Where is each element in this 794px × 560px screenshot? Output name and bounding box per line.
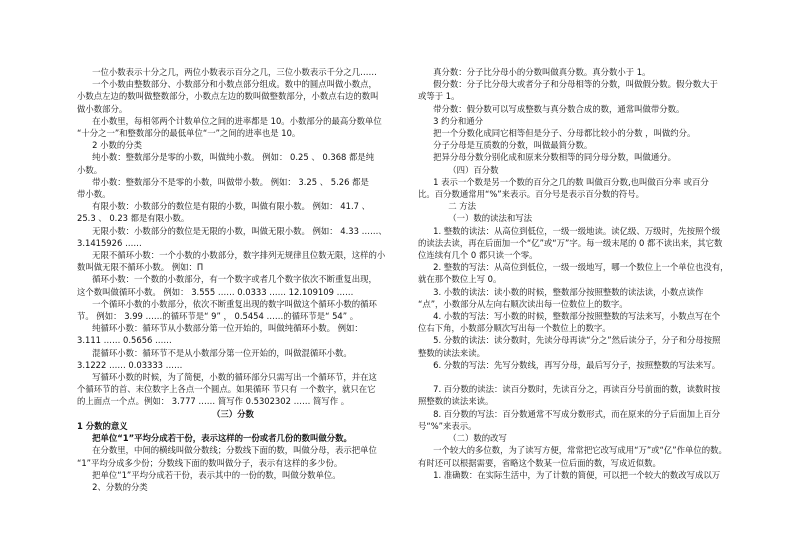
left-column-line: （三）分数 bbox=[212, 408, 254, 419]
right-column-line: 1. 准确数：在实际生活中，为了计数的简便，可以把一个较大的数改写成以万 bbox=[433, 469, 721, 480]
left-text-column bbox=[77, 66, 389, 493]
right-column-line: 分子分母是互质数的分数，叫做最简分数。 bbox=[433, 140, 593, 151]
left-column-line: 小数点左边的数叫做整数部分，小数点左边的数叫做整数部分，小数点右边的数叫 bbox=[77, 91, 379, 102]
right-column-line: 1. 整数的读法：从高位到低位，一级一级地读。读亿级、万级时，先按照个级 bbox=[433, 225, 721, 236]
right-column-line: 比。百分数通常用“%”来表示。百分号是表示百分数的符号。 bbox=[418, 189, 645, 200]
right-column-line: 1 表示一个数是另一个数的百分之几的数 叫做百分数,也叫做百分率 或百分 bbox=[433, 176, 709, 187]
right-column-line: 假分数：分子比分母大或者分子和分母相等的分数，叫做假分数。假分数大于 bbox=[433, 79, 718, 90]
left-column-line: 纯循环小数：循环节从小数部分第一位开始的，叫做纯循环小数。 例如： bbox=[92, 323, 363, 334]
right-column-line: 二 方法 bbox=[448, 201, 477, 212]
left-column-line: “1”平均分成多少份；分数线下面的数叫做分子，表示有这样的多少份。 bbox=[77, 457, 343, 468]
left-column-line: 纯小数：整数部分是零的小数，叫做纯小数。 例如： 0.25 、 0.368 都是纯 bbox=[92, 152, 375, 163]
left-column-line: 3.111 …… 0.5656 …… bbox=[77, 335, 172, 346]
left-column-line: 个循环节的首、末位数字上各点一个圆点。如果循环 节只有 一个数字，就只在它 bbox=[77, 384, 376, 395]
left-column-line: 3.1415926 …… bbox=[77, 237, 142, 248]
right-column-line: （一）数的读法和写法 bbox=[448, 213, 532, 224]
left-column-line: 无限不循环小数：一个小数的小数部分，数字排列无规律且位数无限，这样的小 bbox=[92, 250, 386, 261]
right-column-line: 把一个分数化成同它相等但是分子、分母都比较小的分数 ，叫做约分。 bbox=[433, 128, 696, 139]
right-column-line: 3 约分和通分 bbox=[433, 115, 483, 126]
left-column-line: 2、分数的分类 bbox=[92, 481, 148, 492]
right-column-line: 一个较大的多位数，为了读写方便，常常把它改写成用“万”或“亿”作单位的数。 bbox=[433, 445, 727, 456]
left-column-line: 写循环小数的时候，为了简便，小数的循环部分只需写出一个循环节，并在这 bbox=[92, 372, 377, 383]
right-text-column bbox=[418, 66, 736, 481]
left-column-line: 1 分数的意义 bbox=[77, 420, 128, 431]
left-column-line: 有限小数：小数部分的数位是有限的小数，叫做有限小数。 例如： 41.7 、 bbox=[92, 201, 370, 212]
left-column-line: 的上面点一个点。例如： 3.777 …… 简写作 0.5302302 …… 简写作 。 bbox=[77, 396, 350, 407]
left-column-line: 循环小数：一个数的小数部分，有一个数字或者几个数字依次不断重复出现， bbox=[92, 274, 377, 285]
left-column-line: 做小数部分。 bbox=[77, 103, 128, 114]
right-column-line: 7. 百分数的读法：读百分数时，先读百分之，再读百分号前面的数，读数时按 bbox=[433, 384, 721, 395]
right-column-line: 整数的读法来读。 bbox=[418, 347, 485, 358]
left-column-line: 2 小数的分类 bbox=[92, 140, 142, 151]
left-column-line: 25.3 、 0.23 都是有限小数。 bbox=[77, 213, 190, 224]
right-column-line: 的读法去读，再在后面加一个“亿”或“万”字。每一级末尾的 0 都不读出来，其它数 bbox=[418, 237, 723, 248]
right-column-line: 8. 百分数的写法：百分数通常不写成分数形式，而在原来的分子后面加上百分 bbox=[433, 408, 721, 419]
right-column-line bbox=[418, 371, 736, 383]
left-column-line: 这个数叫做循环小数。 例如： 3.555 …… 0.0333 …… 12.109109 …… bbox=[77, 286, 354, 297]
right-column-line: “点”，小数部分从左向右顺次读出每一位数位上的数字。 bbox=[418, 298, 628, 309]
right-column-line: 真分数：分子比分母小的分数叫做真分数。真分数小于 1。 bbox=[433, 67, 651, 77]
right-column-line: 把异分母分数分别化成和原来分数相等的同分母分数，叫做通分。 bbox=[433, 152, 676, 163]
left-column-line: 无限小数：小数部分的数位是无限的小数，叫做无限小数。 例如： 4.33 ……、 bbox=[92, 225, 387, 236]
left-column-line: “十分之一”和整数部分的最低单位“一”之间的进率也是 10。 bbox=[77, 128, 301, 139]
right-column-line: 或等于 1。 bbox=[418, 91, 460, 102]
right-column-line: 就在那个数位上写 0。 bbox=[418, 274, 502, 285]
left-column-line: 带小数：整数部分不是零的小数，叫做带小数。 例如： 3.25 、 5.26 都是 bbox=[92, 176, 369, 187]
right-column-line: 位连续有几个 0 都只读一个零。 bbox=[418, 250, 538, 261]
right-column-line: 有时还可以根据需要，省略这个数某一位后面的数，写成近似数。 bbox=[418, 457, 661, 468]
right-column-line: 5. 分数的读法：读分数时，先读分母再读“分之”然后读分子，分子和分母按照 bbox=[433, 335, 721, 346]
right-column-line: 6. 分数的写法：先写分数线，再写分母，最后写分子，按照整数的写法来写。 bbox=[433, 359, 721, 370]
left-column-line: 在分数里，中间的横线叫做分数线；分数线下面的数，叫做分母，表示把单位 bbox=[92, 445, 377, 456]
right-column-line: 号“%”来表示。 bbox=[418, 420, 477, 431]
left-column-line: 混循环小数：循环节不是从小数部分第一位开始的，叫做混循环小数。 bbox=[92, 347, 352, 358]
right-column-line: 照整数的读法来读。 bbox=[418, 396, 494, 407]
left-column-line: 一个小数由整数部分、小数部分和小数点部分组成。数中的圆点叫做小数点， bbox=[92, 79, 377, 90]
right-column-line: 带分数：假分数可以写成整数与真分数合成的数，通常叫做带分数。 bbox=[433, 103, 685, 114]
left-column-line: 数叫做无限不循环小数。 例如：Π bbox=[77, 262, 204, 273]
right-column-line: （二）数的改写 bbox=[448, 433, 507, 444]
left-column-line: 在小数里，每相邻两个计数单位之间的进率都是 10。小数部分的最高分数单位 bbox=[92, 115, 382, 126]
left-column-line: 小数。 bbox=[77, 164, 103, 175]
right-column-line: 3. 小数的读法：读小数的时候，整数部分按照整数的读法读，小数点读作 bbox=[433, 286, 704, 297]
left-column-line: 一位小数表示十分之几，两位小数表示百分之几，三位小数表示千分之几…… bbox=[92, 67, 377, 77]
right-column-line: 4. 小数的写法：写小数的时候，整数部分按照整数的写法来写，小数点写在个 bbox=[433, 311, 721, 322]
right-column-line: 2. 整数的写法：从高位到低位，一级一级地写，哪一个数位上一个单位也没有， bbox=[433, 262, 729, 273]
right-column-line: 位右下角，小数部分顺次写出每一个数位上的数字。 bbox=[418, 323, 611, 334]
left-column-line: 带小数。 bbox=[77, 189, 111, 200]
left-column-line: 把单位“1”平均分成若干份，表示这样的一份或者几份的数叫做分数。 bbox=[92, 433, 352, 444]
left-column-line: 一个循环小数的小数部分，依次不断重复出现的数字叫做这个循环小数的循环 bbox=[92, 298, 377, 309]
left-column-line: 3.1222 …… 0.03333 …… bbox=[77, 359, 183, 370]
right-column-line: （四）百分数 bbox=[448, 164, 499, 175]
left-column-line: 把单位“1”平均分成若干份，表示其中的一份的数，叫做分数单位。 bbox=[92, 469, 341, 480]
left-column-line: 节。 例如： 3.99 ……的循环节是“ 9” ， 0.5454 ……的循环节是“ 54” 。 bbox=[77, 311, 359, 322]
